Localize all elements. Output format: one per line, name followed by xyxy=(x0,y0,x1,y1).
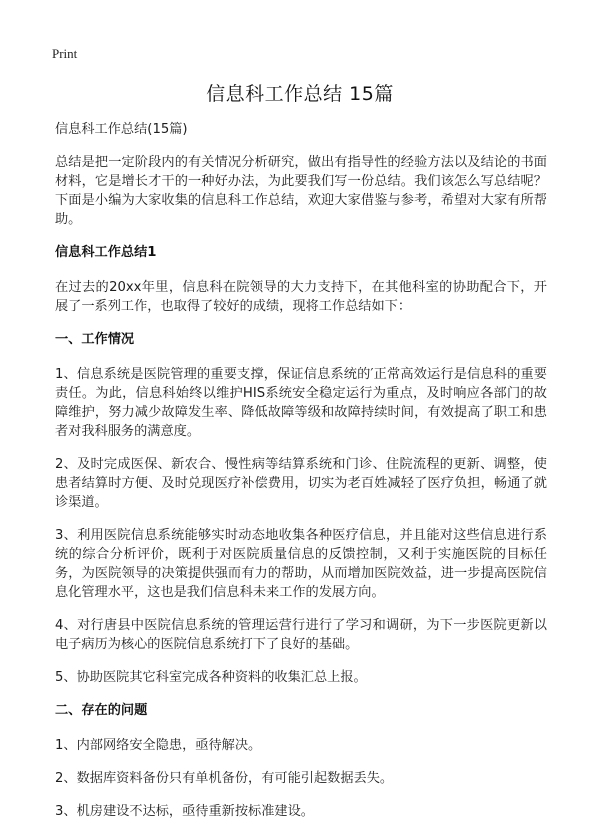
list-item: 3、机房建设不达标，亟待重新按标准建设。 xyxy=(55,804,314,819)
document-title: 信息科工作总结 15篇 xyxy=(206,83,394,105)
list-item: 1、信息系统是医院管理的重要支撑，保证信息系统的′正常高效运行是信息科的重要责任。为此，信息科始终以维护HIS系统安全稳定运行为重点，及时响应各部门的故障维护，努力减少故障发生率、降低故障等级和故障持续时间，有效提高了职工和患者对我科服务的满意度。 xyxy=(55,367,547,439)
intro-paragraph: 总结是把一定阶段内的有关情况分析研究，做出有指导性的经验方法以及结论的书面材料，它是增长才干的一种好办法，为此要我们写一份总结。我们该怎么写总结呢？下面是小编为大家收集的信息科工作总结，欢迎大家借鉴与参考，希望对大家有所帮助。 xyxy=(55,155,547,227)
section-title: 信息科工作总结1 xyxy=(55,245,157,260)
list-item: 2、数据库资料备份只有单机备份，有可能引起数据丢失。 xyxy=(55,771,394,786)
list-item: 4、对行唐县中医院信息系统的管理运营行进行了学习和调研，为下一步医院更新以电子病历为核心的医院信息系统打下了良好的基础。 xyxy=(55,618,547,652)
document-body xyxy=(55,120,547,835)
list-item: 3、利用医院信息系统能够实时动态地收集各种医疗信息，并且能对这些信息进行系统的综合分析评价，既利于对医院质量信息的反馈控制，又利于实施医院的目标任务，为医院领导的决策提供强而有力的帮助，从而增加医院效益，进一步提高医院信息化管理水平，这也是我们信息科未来工作的发展方向。 xyxy=(55,528,547,600)
list-item: 2、及时完成医保、新农合、慢性病等结算系统和门诊、住院流程的更新、调整，使患者结算时方便、及时兑现医疗补偿费用，切实为老百姓减轻了医疗负担，畅通了就诊渠道。 xyxy=(55,457,547,510)
print-label: Print xyxy=(52,46,78,61)
document-subtitle: 信息科工作总结(15篇) xyxy=(55,122,188,137)
list-item: 5、协助医院其它科室完成各种资料的收集汇总上报。 xyxy=(55,670,367,685)
part1-heading: 一、工作情况 xyxy=(55,332,135,347)
list-item: 1、内部网络安全隐患，亟待解决。 xyxy=(55,738,262,753)
part2-heading: 二、存在的问题 xyxy=(55,703,148,718)
opening-paragraph: 在过去的20xx年里，信息科在院领导的大力支持下，在其他科室的协助配合下，开展了一系列工作，也取得了较好的成绩，现将工作总结如下： xyxy=(55,280,547,314)
